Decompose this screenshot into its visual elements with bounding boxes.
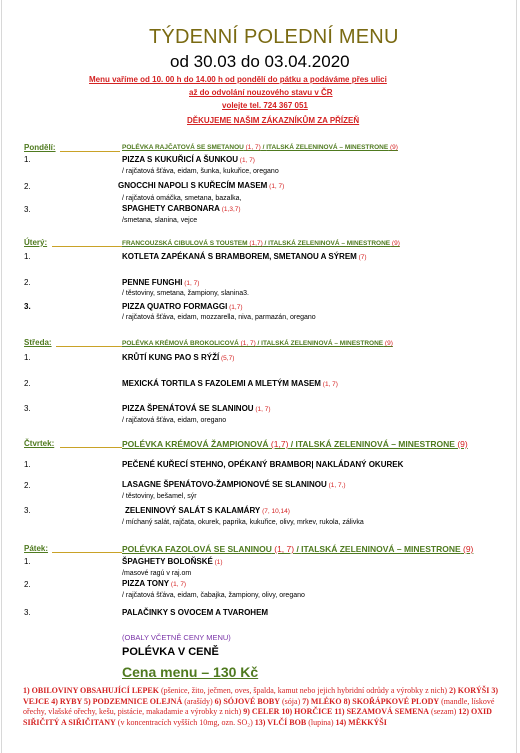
dish-ingredients: / rajčatová šťáva, eidam, oregano [122,417,227,424]
dish-name: PALAČINKY S OVOCEM A TVAROHEM [122,608,269,617]
thanks-line: DĚKUJEME NAŠIM ZÁKAZNÍKŮM ZA PŘÍZEŇ [187,116,360,125]
dish-number: 1. [24,460,31,469]
allergen-item: 14) MĚKKÝŠI [335,717,387,727]
day-underline-monday [60,151,120,152]
dish-number: 1. [24,155,31,164]
soup-2: ITALSKÁ ZELENINOVÁ – MINESTRONE [268,240,391,247]
page-right-edge [516,0,517,753]
allergen-item: 1) OBILOVINY OBSAHUJÍCÍ LEPEK [23,686,159,695]
allergen-item: 2) KORÝŠI [449,686,492,695]
day-underline-friday [52,552,122,553]
soup-1-allergens: (1, 7) [243,144,261,151]
soup-1: POLÉVKA KRÉMOVÁ ŽAMPIONOVÁ [122,439,269,449]
dish-number: 2. [24,580,31,589]
allergen-item: 7) MLÉKO [302,696,344,706]
allergen-item: 9) CELER [243,707,282,716]
soup-2-allergens: (9) [454,439,468,449]
day-label-thursday: Čtvrtek: [24,439,55,448]
menu-price: Cena menu – 130 Kč [122,664,259,680]
page-left-edge [1,0,2,753]
dish-ingredients: / rajčatová šťáva, eidam, čabajka, žampiony, olivy, oregano [122,592,305,599]
dish-name: LASAGNE ŠPENÁTOVO-ŽAMPIONOVÉ SE SLANINOU (1, 7,) [122,480,346,489]
allergen-note: (pšenice, žito, ječmen, oves, špalda, kamut nebo jejich hybridní odrůdy a výrobky z nich) [158,686,450,695]
dish-name: SPAGHETY CARBONARA (1,3,7) [122,204,241,213]
dish-allergens: (1,3,7) [219,206,241,213]
dish-ingredients: / těstoviny, smetana, žampiony, slanina3. [122,290,249,297]
dish-allergens: (1, 7) [182,280,200,287]
soup-1-allergens: (1, 7) [238,340,256,347]
dish-ingredients: / rajčatová šťáva, eidam, šunka, kukuřice, oregano [122,168,279,175]
dish-number: 3. [24,506,31,515]
notice-line-2: až do odvolání nouzového stavu v ČR [189,88,333,97]
dish-name: GNOCCHI NAPOLI S KUŘECÍM MASEM (1, 7) [118,181,285,190]
soup-2-allergens: (9) [460,544,474,554]
allergen-note: (sója) [280,696,303,706]
allergen-note: (sezam) [429,707,459,716]
dish-name: PIZZA TONY (1, 7) [122,579,187,588]
dish-name: PIZZA ŠPENÁTOVÁ SE SLANINOU (1, 7) [122,404,271,413]
day-label-tuesday: Úterý: [24,238,48,247]
dish-name: MEXICKÁ TORTILA S FAZOLEMI A MLETÝM MASEM (1, 7) [122,379,338,388]
allergen-item: 12) OXID SIŘIČITÝ A SIŘIČITANY [23,707,492,727]
dish-name: PEČENÉ KUŘECÍ STEHNO, OPÉKANÝ BRAMBOR| NAKLÁDANÝ OKUREK [122,460,404,469]
soup-separator: / [294,544,302,554]
soup-1: POLÉVKA FAZOLOVÁ SE SLANINOU [122,544,272,554]
dish-ingredients: / míchaný salát, rajčata, okurek, paprika, kukuřice, olivy, mrkev, rukola, zálivka [122,519,364,526]
dish-number: 3. [24,608,31,617]
dish-number: 1. [24,353,31,362]
allergen-note: (lupina) [306,717,336,727]
dish-allergens: (1, 7) [169,581,187,588]
packaging-note: (OBALY VČETNĚ CENY MENU) [122,633,231,642]
soup-separator: / [288,439,296,449]
dish-ingredients: / těstoviny, bešamel, sýr [122,493,197,500]
soup-1-allergens: (1,7) [268,439,289,449]
soup-2-allergens: (9) [383,340,393,347]
dish-allergens: (1) [212,559,223,566]
dish-number: 3. [24,404,31,413]
dish-name: PIZZA QUATRO FORMAGGI (1,7) [122,302,243,311]
dish-allergens: (1, 7) [238,157,255,164]
dish-allergens: (7) [356,254,367,261]
dish-ingredients: / rajčatová šťáva, eidam, mozzarella, niva, parmazán, oregano [122,314,316,321]
dish-name: PIZZA S KUKUŘICÍ A ŠUNKOU (1, 7) [122,155,255,164]
dish-allergens: (1, 7) [253,406,271,413]
menu-dates: od 30.03 do 03.04.2020 [170,52,350,71]
dish-ingredients: / rajčatová omáčka, smetana, bazalka, [122,195,242,202]
allergen-item: 10) HORČICE [281,707,335,716]
soup-1: POLÉVKA RAJČATOVÁ SE SMETANOU [122,144,244,151]
dish-allergens: (1, 7) [320,381,338,388]
soup-1-allergens: (1,7) [247,240,263,247]
allergen-item: 3) VEJCE [23,686,498,706]
allergen-item: 5) PODZEMNICE OLEJNÁ [84,696,183,706]
allergen-item: 13) VLČÍ BOB [254,717,307,727]
allergen-legend [23,686,503,728]
allergen-note: (mandle, lískové ořechy, vlašské ořechy, kešu, pistácie, makadamie a výrobky z nich) [23,696,495,716]
dish-ingredients: /smetana, slanina, vejce [122,217,198,224]
allergen-item: 11) SEZAMOVÁ SEMENA [334,707,430,716]
soups-friday [122,544,473,554]
day-label-monday: Pondělí: [24,143,56,152]
dish-name: ŠPAGHETY BOLOŇSKÉ (1) [122,557,223,566]
notice-line-3: volejte tel. 724 367 051 [222,101,308,110]
soup-2: ITALSKÁ ZELENINOVÁ – MINESTRONE [295,439,455,449]
dish-name: KRŮTÍ KUNG PAO S RÝŽÍ (5,7) [122,353,235,362]
dish-number: 2. [24,278,31,287]
allergen-note: (v koncentracích vyšších 10mg, ozn. SO₂) [115,717,255,727]
soup-2: ITALSKÁ ZELENINOVÁ – MINESTRONE [301,544,461,554]
soup-2: ITALSKÁ ZELENINOVÁ – MINESTRONE [261,340,384,347]
dish-name: PENNE FUNGHI (1, 7) [122,278,200,287]
soup-1: POLÉVKA KRÉMOVÁ BROKOLICOVÁ [122,340,239,347]
dish-number: 2. [24,182,31,191]
dish-number: 3. [24,205,31,214]
dish-number: 2. [24,481,31,490]
day-underline-thursday [60,447,122,448]
soup-separator: / [262,240,269,247]
allergen-item: 6) SÓJOVÉ BOBY [214,696,281,706]
dish-number: 2. [24,379,31,388]
menu-title: TÝDENNÍ POLEDNÍ MENU [149,26,399,48]
dish-ingredients: /masové ragú v raj.om [122,570,192,577]
dish-name: ZELENINOVÝ SALÁT S KALAMÁRY (7, 10,14) [125,506,290,515]
notice-line-1: Menu vaříme od 10. 00 h do 14.00 h od pondělí do pátku a podáváme přes ulici [89,75,387,84]
dish-number: 3. [24,302,31,311]
soups-thursday [122,439,468,449]
soup-2: ITALSKÁ ZELENINOVÁ – MINESTRONE [266,144,389,151]
soups-tuesday [122,240,400,247]
allergen-item: 8) SKOŘÁPKOVÉ PLODY [343,696,440,706]
soup-2-allergens: (9) [388,144,398,151]
dish-number: 1. [24,252,31,261]
dish-number: 1. [24,557,31,566]
day-label-wednesday: Středa: [24,338,52,347]
soup-2-allergens: (9) [390,240,400,247]
soup-separator: / [260,144,267,151]
dish-allergens: (1,7) [227,304,243,311]
allergen-item: 4) RYBY [51,696,84,706]
soups-wednesday [122,340,393,347]
allergen-note: (arašídy) [182,696,215,706]
dish-allergens: (1, 7) [267,183,285,190]
day-underline-tuesday [52,246,122,247]
day-underline-wednesday [56,346,122,347]
soup-separator: / [255,340,262,347]
soup-1-allergens: (1, 7) [271,544,295,554]
dish-allergens: (5,7) [219,355,235,362]
soup-included-note: POLÉVKA V CENĚ [122,646,219,658]
soups-monday [122,144,398,151]
dish-allergens: (1, 7,) [326,482,346,489]
dish-name: KOTLETA ZAPÉKANÁ S BRAMBOREM, SMETANOU A SÝREM (7) [122,252,367,261]
soup-1: FRANCOUZSKÁ CIBULOVÁ S TOUSTEM [122,240,248,247]
dish-allergens: (7, 10,14) [260,508,290,515]
day-label-friday: Pátek: [24,544,49,553]
